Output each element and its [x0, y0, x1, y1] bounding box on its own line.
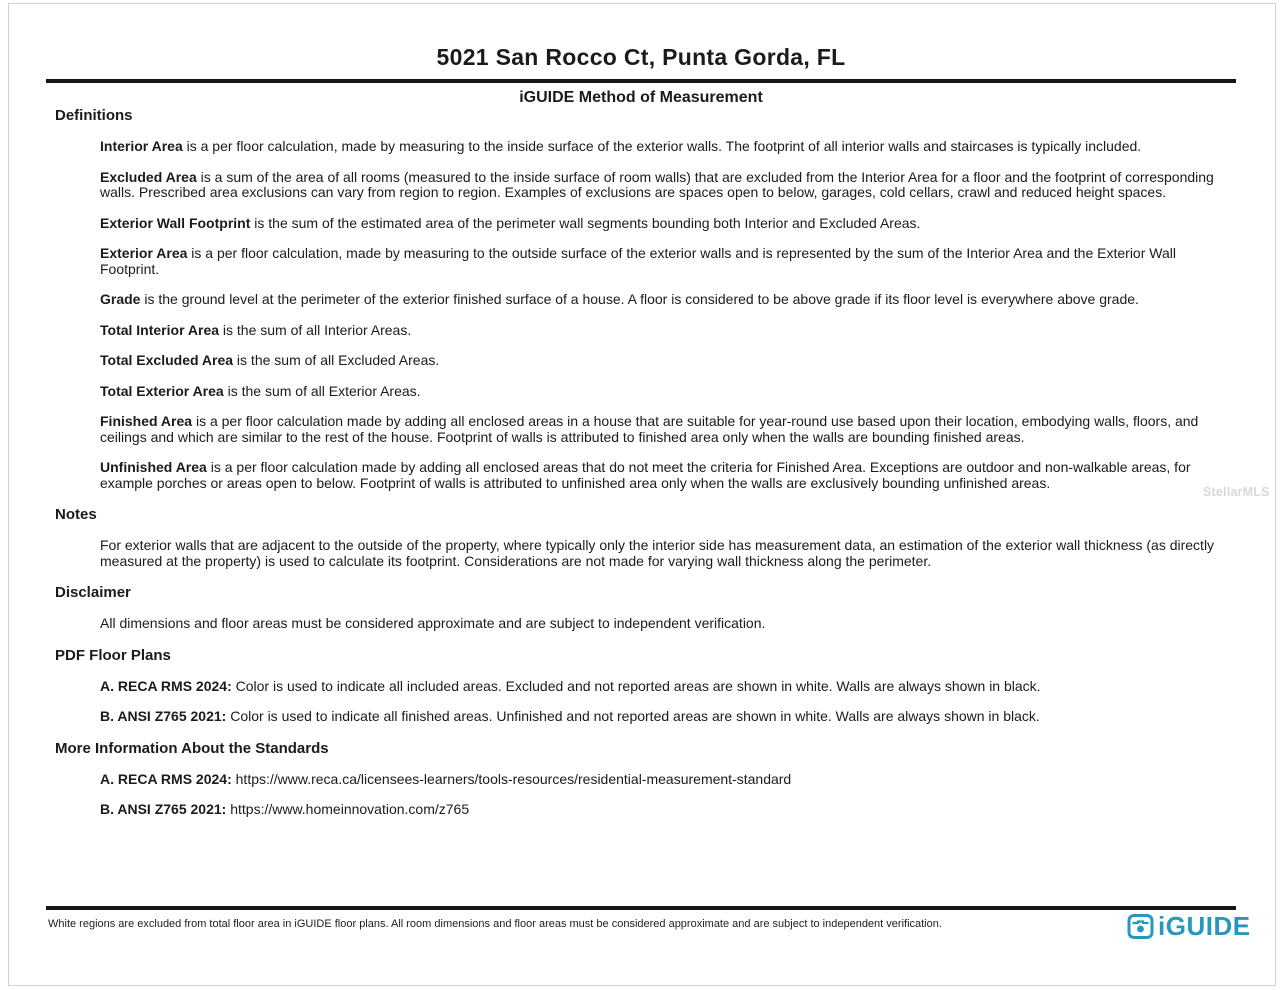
page-subtitle: iGUIDE Method of Measurement: [519, 89, 763, 106]
definition-item-exterior-area: [100, 246, 1226, 277]
definition-term: Grade: [100, 291, 141, 307]
definition-item-finished-area: [100, 414, 1226, 445]
iguide-logo-text: iGUIDE: [1158, 911, 1251, 941]
definition-term: Interior Area: [100, 138, 183, 154]
definition-term: Exterior Area: [100, 245, 188, 261]
definition-text: is the sum of the estimated area of the perimeter wall segments bounding both Interior and Excluded Areas.: [250, 214, 921, 231]
document-page: [46, 0, 1236, 818]
definition-item-interior-area: [100, 139, 1226, 155]
pdf-floor-plan-item-ansi: [100, 709, 1226, 725]
definition-item-excluded-area: [100, 170, 1226, 201]
pdf-floor-plan-item-reca: [100, 679, 1226, 695]
title-divider: [46, 79, 1236, 83]
disclaimer-paragraph: All dimensions and floor areas must be considered approximate and are subject to independent verification.: [100, 615, 766, 631]
definition-term: Total Exterior Area: [100, 382, 224, 399]
standard-url: https://www.reca.ca/licensees-learners/tools-resources/residential-measurement-standard: [231, 770, 792, 787]
footer-divider: [46, 906, 1236, 910]
standard-label: B. ANSI Z765 2021:: [100, 801, 227, 817]
definition-text: is a per floor calculation, made by measuring to the outside surface of the exterior walls and is represented by the sum of the Interior Area and the Exterior Wall Footprint.: [100, 245, 1176, 277]
definition-item-exterior-wall-footprint: [100, 216, 1226, 232]
definition-item-total-interior-area: [100, 323, 1226, 339]
notes-paragraph: For exterior walls that are adjacent to the outside of the property, where typically only the interior side has measurement data, an estimation of the exterior wall thickness (as directly measured at the property) is used to calculate its footprint. Considerations are not made for varying wall thickness along the perimeter.: [100, 537, 1215, 569]
definition-text: is a sum of the area of all rooms (measured to the inside surface of room walls) that are excluded from the Interior Area for a floor and the footprint of corresponding walls. Prescribed area exclusions can vary from region to region. Examples of exclusions are spaces open to below, garages, cold cellars, crawl and reduced height spaces.: [100, 168, 1214, 200]
definition-term: Exterior Wall Footprint: [100, 214, 251, 231]
definition-text: is a per floor calculation made by adding all enclosed areas in a house that are suitable for year-round use based upon their location, embodying walls, floors, and ceilings and which are similar to the rest of the house. Footprint of walls is attributed to finished area only when the walls are bounding finished areas.: [100, 413, 1199, 445]
section-heading-notes: Notes: [55, 506, 97, 523]
iguide-logo: [1127, 911, 1251, 941]
definition-term: Finished Area: [100, 413, 193, 429]
standard-text: Color is used to indicate all finished areas. Unfinished and not reported areas are shown in white. Walls are always shown in black.: [226, 708, 1040, 724]
page-title: 5021 San Rocco Ct, Punta Gorda, FL: [436, 44, 846, 70]
footer-disclaimer-text: White regions are excluded from total floor area in iGUIDE floor plans. All room dimensions and floor areas must be considered approximate and are subject to independent verification.: [48, 918, 942, 930]
section-heading-disclaimer: Disclaimer: [55, 584, 131, 601]
definition-term: Excluded Area: [100, 168, 197, 185]
definition-text: is the sum of all Exterior Areas.: [223, 382, 421, 399]
standard-link-item-reca: [100, 772, 1226, 788]
standard-text: Color is used to indicate all included areas. Excluded and not reported areas are shown in white. Walls are always shown in black.: [231, 677, 1041, 694]
iguide-camera-icon: [1127, 913, 1154, 940]
section-heading-definitions: Definitions: [55, 107, 133, 124]
definition-item-grade: [100, 292, 1226, 308]
definition-item-total-exterior-area: [100, 384, 1226, 400]
definition-item-total-excluded-area: [100, 353, 1226, 369]
definition-text: is the sum of all Interior Areas.: [219, 321, 412, 338]
standard-label: A. RECA RMS 2024:: [100, 677, 232, 694]
definition-term: Total Excluded Area: [100, 352, 234, 368]
definition-text: is the ground level at the perimeter of the exterior finished surface of a house. A floor is considered to be above grade if its floor level is everywhere above grade.: [140, 291, 1139, 307]
definition-text: is the sum of all Excluded Areas.: [233, 352, 440, 368]
definition-text: is a per floor calculation, made by measuring to the inside surface of the exterior walls. The footprint of all interior walls and staircases is typically included.: [182, 138, 1142, 154]
definition-text: is a per floor calculation made by adding all enclosed areas that do not meet the criteria for Finished Area. Exceptions are outdoor and non-walkable areas, for example porches or areas open to below. Footprint of walls is attributed to unfinished area only when the walls are exclusively bounding unfinished areas.: [100, 459, 1191, 491]
standard-link-item-ansi: [100, 802, 1226, 818]
stellar-mls-watermark: StellarMLS: [1203, 485, 1270, 499]
definition-term: Unfinished Area: [100, 459, 207, 475]
section-heading-more-information: More Information About the Standards: [55, 739, 329, 757]
definition-item-unfinished-area: [100, 460, 1226, 491]
standard-url: https://www.homeinnovation.com/z765: [226, 801, 470, 817]
definition-term: Total Interior Area: [100, 321, 220, 338]
section-heading-pdf-floor-plans: PDF Floor Plans: [55, 646, 171, 664]
standard-label: B. ANSI Z765 2021:: [100, 708, 227, 724]
standard-label: A. RECA RMS 2024:: [100, 770, 232, 787]
